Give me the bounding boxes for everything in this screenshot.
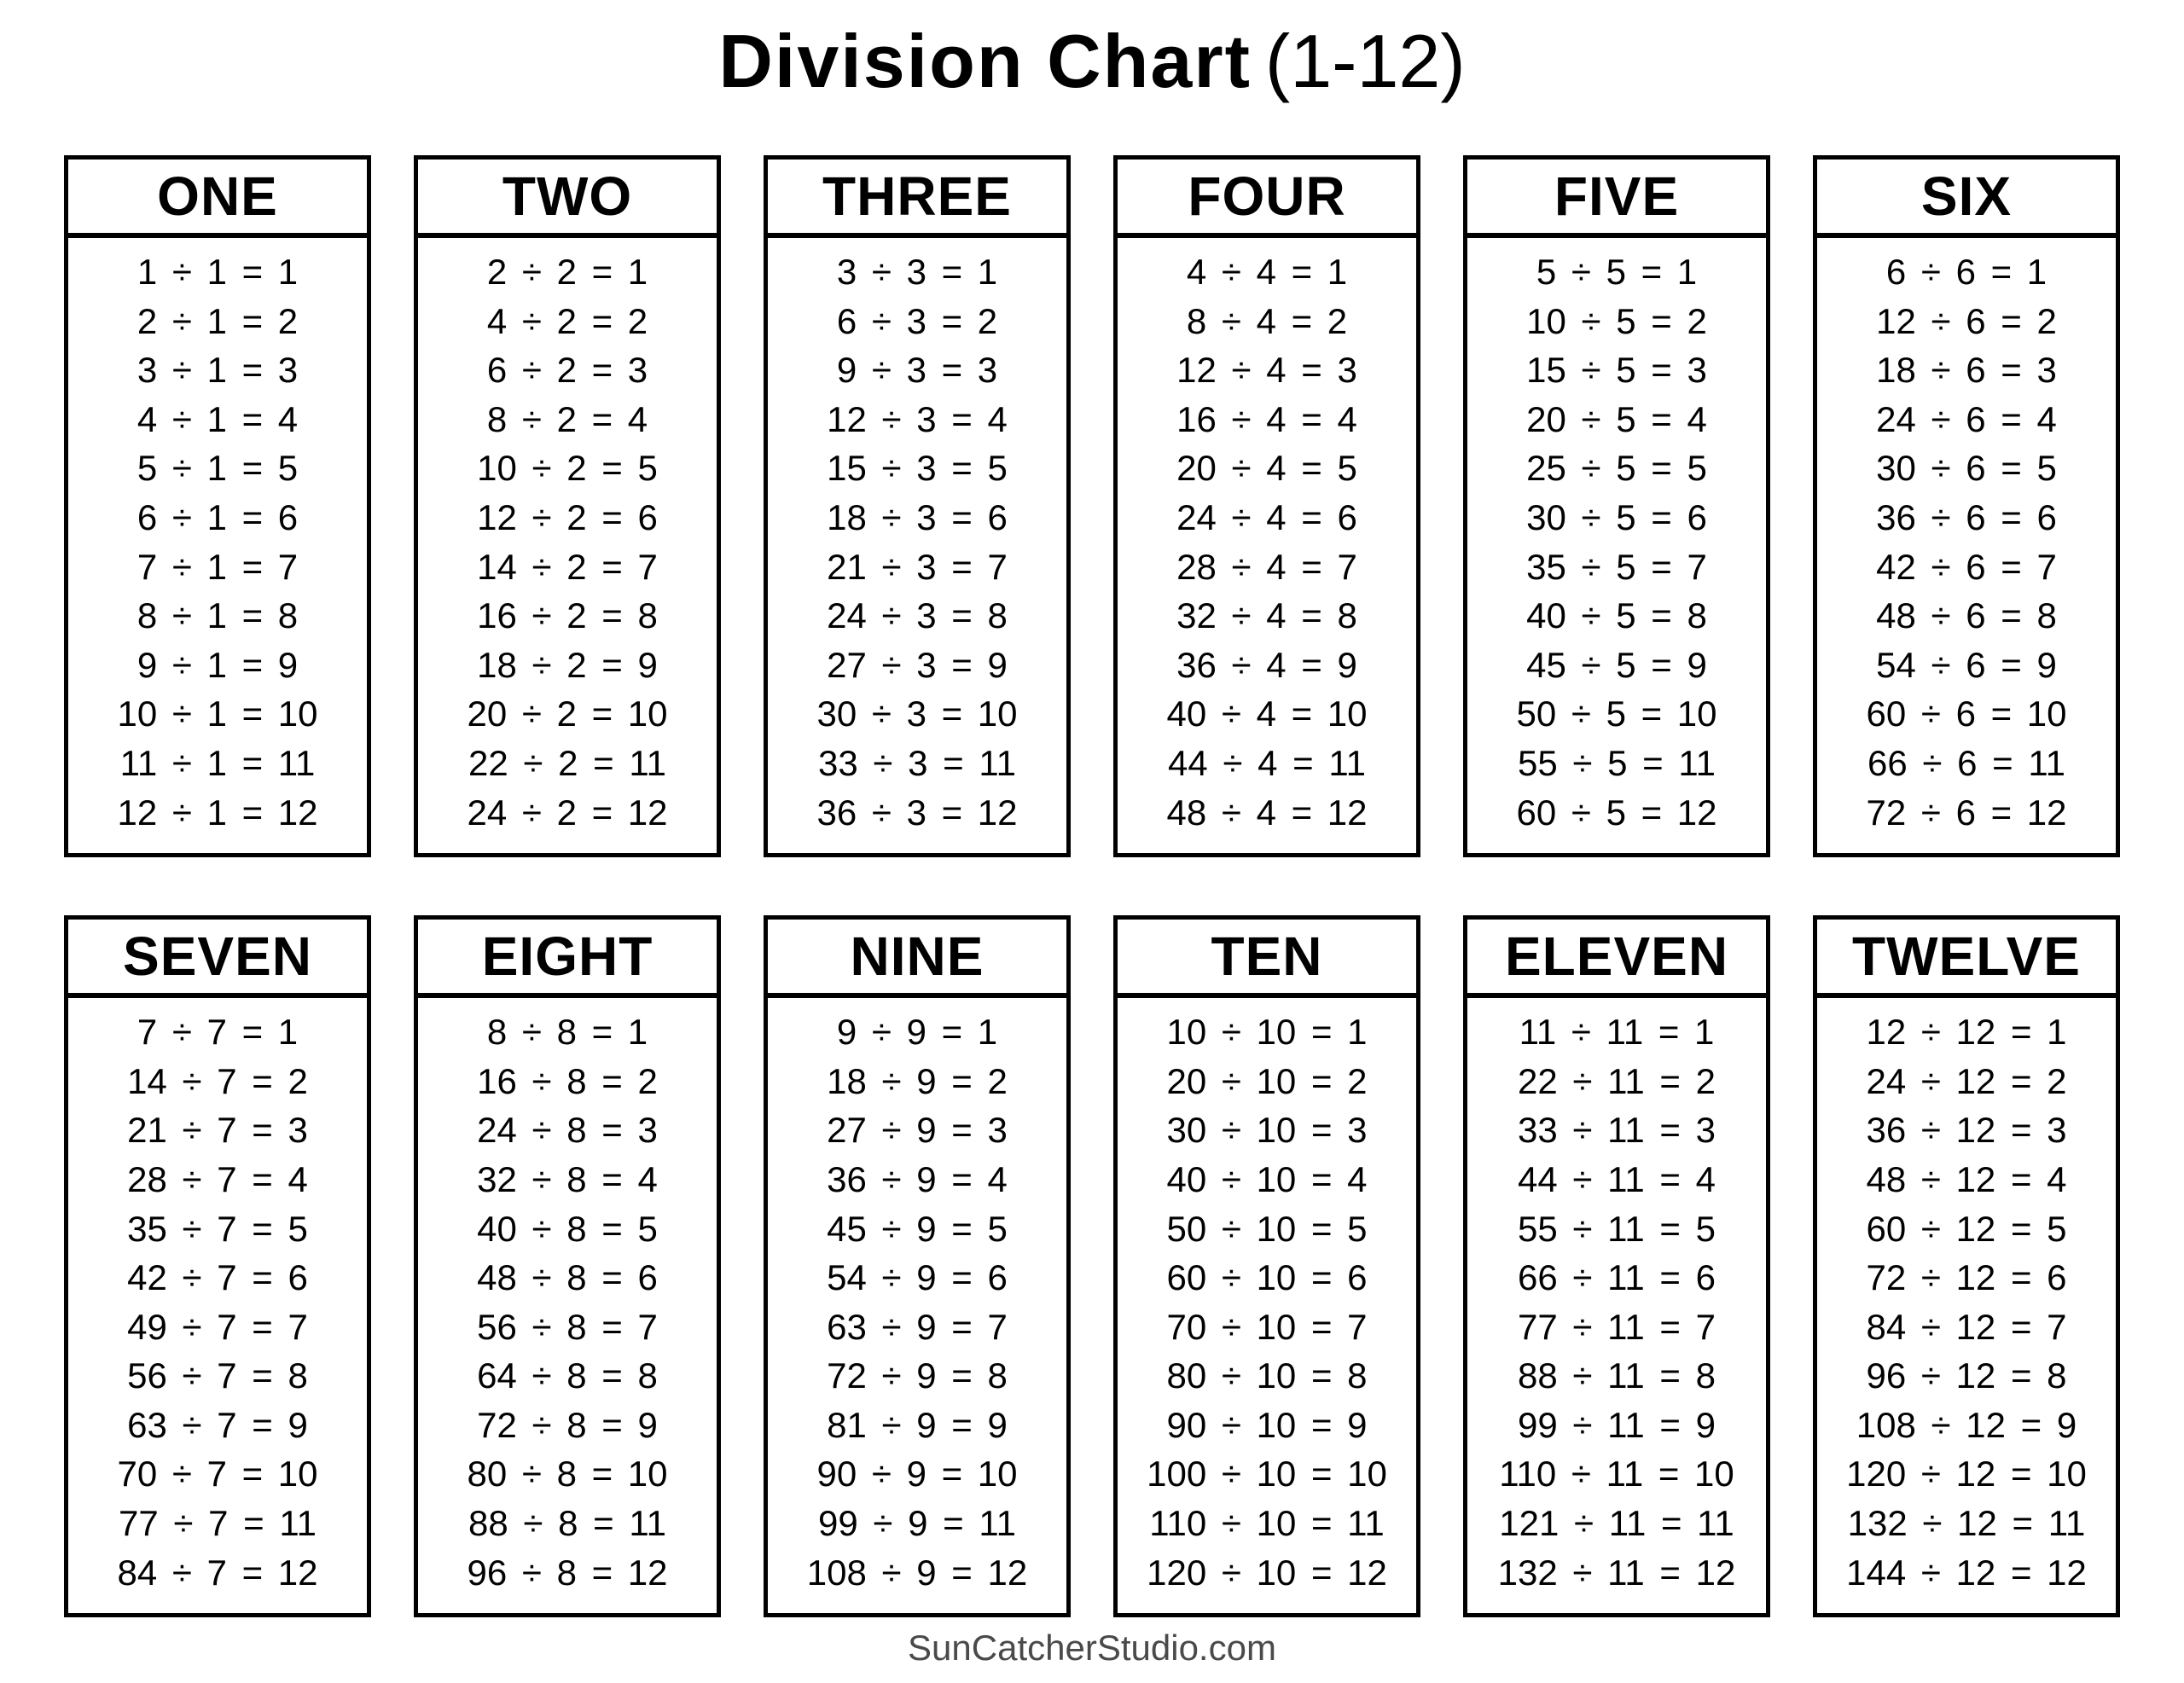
table-header: ELEVEN: [1467, 920, 1766, 998]
equation-row: 84 ÷ 12 = 7: [1866, 1306, 2067, 1347]
equation-row: 77 ÷ 11 = 7: [1518, 1306, 1716, 1347]
equation-row: 120 ÷ 12 = 10: [1846, 1454, 2087, 1494]
equation-row: 6 ÷ 1 = 6: [136, 496, 299, 537]
table-body: [418, 238, 717, 853]
equation-row: 28 ÷ 7 = 4: [127, 1158, 308, 1199]
equation-row: 6 ÷ 6 = 1: [1885, 252, 2048, 292]
equation-row: 12 ÷ 4 = 3: [1176, 350, 1357, 391]
division-table-ten: [1113, 915, 1420, 1617]
equation-row: 8 ÷ 1 = 8: [136, 595, 299, 636]
equation-row: 18 ÷ 2 = 9: [477, 644, 658, 685]
equation-row: 50 ÷ 10 = 5: [1166, 1208, 1368, 1249]
table-body: [1467, 238, 1766, 853]
equation-row: 12 ÷ 2 = 6: [477, 496, 658, 537]
table-body: [418, 998, 717, 1613]
equation-row: 40 ÷ 5 = 8: [1526, 595, 1707, 636]
equation-row: 14 ÷ 2 = 7: [477, 546, 658, 587]
equation-row: 27 ÷ 9 = 3: [827, 1110, 1008, 1151]
table-header: ONE: [68, 160, 367, 238]
equation-row: 4 ÷ 1 = 4: [136, 398, 299, 439]
equation-row: 54 ÷ 9 = 6: [827, 1257, 1008, 1298]
division-table-three: [764, 155, 1071, 857]
equation-row: 32 ÷ 8 = 4: [477, 1158, 658, 1199]
equation-row: 99 ÷ 9 = 11: [818, 1503, 1016, 1544]
table-body: [1467, 998, 1766, 1613]
equation-row: 1 ÷ 1 = 1: [136, 252, 299, 292]
equation-row: 18 ÷ 9 = 2: [827, 1060, 1008, 1101]
table-body: [68, 998, 367, 1613]
equation-row: 18 ÷ 6 = 3: [1876, 350, 2057, 391]
equation-row: 30 ÷ 5 = 6: [1526, 496, 1707, 537]
equation-row: 60 ÷ 10 = 6: [1166, 1257, 1368, 1298]
equation-row: 70 ÷ 7 = 10: [117, 1454, 318, 1494]
footer: [0, 1628, 2184, 1668]
equation-row: 40 ÷ 10 = 4: [1166, 1158, 1368, 1199]
equation-row: 32 ÷ 4 = 8: [1176, 595, 1357, 636]
table-body: [1118, 998, 1416, 1613]
equation-row: 24 ÷ 8 = 3: [477, 1110, 658, 1151]
equation-row: 24 ÷ 3 = 8: [827, 595, 1008, 636]
equation-row: 44 ÷ 4 = 11: [1168, 742, 1366, 783]
equation-row: 6 ÷ 2 = 3: [486, 350, 648, 391]
division-table-four: [1113, 155, 1420, 857]
table-body: [768, 998, 1066, 1613]
equation-row: 36 ÷ 4 = 9: [1176, 644, 1357, 685]
equation-row: 4 ÷ 4 = 1: [1186, 252, 1348, 292]
equation-row: 40 ÷ 8 = 5: [477, 1208, 658, 1249]
equation-row: 27 ÷ 3 = 9: [827, 644, 1008, 685]
equation-row: 36 ÷ 6 = 6: [1876, 496, 2057, 537]
equation-row: 9 ÷ 3 = 3: [836, 350, 998, 391]
equation-row: 90 ÷ 10 = 9: [1166, 1404, 1368, 1445]
equation-row: 10 ÷ 5 = 2: [1526, 300, 1707, 341]
equation-row: 72 ÷ 8 = 9: [477, 1404, 658, 1445]
equation-row: 12 ÷ 6 = 2: [1876, 300, 2057, 341]
equation-row: 15 ÷ 5 = 3: [1526, 350, 1707, 391]
equation-row: 7 ÷ 1 = 7: [136, 546, 299, 587]
equation-row: 8 ÷ 4 = 2: [1186, 300, 1348, 341]
division-table-six: [1813, 155, 2120, 857]
equation-row: 8 ÷ 2 = 4: [486, 398, 648, 439]
equation-row: 22 ÷ 2 = 11: [468, 742, 666, 783]
equation-row: 81 ÷ 9 = 9: [827, 1404, 1008, 1445]
equation-row: 108 ÷ 9 = 12: [806, 1552, 1028, 1593]
equation-row: 80 ÷ 8 = 10: [467, 1454, 668, 1494]
table-body: [1817, 998, 2116, 1613]
equation-row: 24 ÷ 2 = 12: [467, 792, 668, 833]
table-header: TWO: [418, 160, 717, 238]
equation-row: 24 ÷ 4 = 6: [1176, 496, 1357, 537]
equation-row: 12 ÷ 3 = 4: [827, 398, 1008, 439]
equation-row: 22 ÷ 11 = 2: [1518, 1060, 1716, 1101]
equation-row: 44 ÷ 11 = 4: [1518, 1158, 1716, 1199]
equation-row: 120 ÷ 10 = 12: [1147, 1552, 1387, 1593]
equation-row: 6 ÷ 3 = 2: [836, 300, 998, 341]
equation-row: 54 ÷ 6 = 9: [1876, 644, 2057, 685]
table-body: [68, 238, 367, 853]
equation-row: 64 ÷ 8 = 8: [477, 1355, 658, 1396]
title-main-text: Division Chart: [718, 19, 1252, 103]
equation-row: 3 ÷ 3 = 1: [836, 252, 998, 292]
equation-row: 10 ÷ 1 = 10: [117, 694, 318, 734]
equation-row: 11 ÷ 11 = 1: [1519, 1012, 1715, 1053]
division-table-eleven: [1463, 915, 1770, 1617]
equation-row: 18 ÷ 3 = 6: [827, 496, 1008, 537]
equation-row: 20 ÷ 4 = 5: [1176, 448, 1357, 489]
equation-row: 132 ÷ 11 = 12: [1497, 1552, 1736, 1593]
equation-row: 3 ÷ 1 = 3: [136, 350, 299, 391]
equation-row: 72 ÷ 6 = 12: [1866, 792, 2067, 833]
equation-row: 121 ÷ 11 = 11: [1499, 1503, 1734, 1544]
division-table-twelve: [1813, 915, 2120, 1617]
equation-row: 16 ÷ 4 = 4: [1176, 398, 1357, 439]
equation-row: 99 ÷ 11 = 9: [1518, 1404, 1716, 1445]
equation-row: 16 ÷ 8 = 2: [477, 1060, 658, 1101]
equation-row: 108 ÷ 12 = 9: [1856, 1404, 2077, 1445]
equation-row: 110 ÷ 11 = 10: [1499, 1454, 1734, 1494]
equation-row: 10 ÷ 2 = 5: [477, 448, 658, 489]
equation-row: 88 ÷ 11 = 8: [1518, 1355, 1716, 1396]
equation-row: 42 ÷ 7 = 6: [127, 1257, 308, 1298]
equation-row: 60 ÷ 6 = 10: [1866, 694, 2067, 734]
equation-row: 24 ÷ 6 = 4: [1876, 398, 2057, 439]
table-header: EIGHT: [418, 920, 717, 998]
equation-row: 96 ÷ 8 = 12: [467, 1552, 668, 1593]
equation-row: 16 ÷ 2 = 8: [477, 595, 658, 636]
equation-row: 60 ÷ 12 = 5: [1866, 1208, 2067, 1249]
equation-row: 90 ÷ 9 = 10: [816, 1454, 1018, 1494]
equation-row: 96 ÷ 12 = 8: [1866, 1355, 2067, 1396]
table-body: [1118, 238, 1416, 853]
equation-row: 70 ÷ 10 = 7: [1166, 1306, 1368, 1347]
equation-row: 100 ÷ 10 = 10: [1147, 1454, 1387, 1494]
equation-row: 15 ÷ 3 = 5: [827, 448, 1008, 489]
footer-watermark-text: SunCatcherStudio.com: [908, 1628, 1276, 1668]
equation-row: 30 ÷ 10 = 3: [1166, 1110, 1368, 1151]
equation-row: 30 ÷ 3 = 10: [816, 694, 1018, 734]
equation-row: 42 ÷ 6 = 7: [1876, 546, 2057, 587]
equation-row: 21 ÷ 7 = 3: [127, 1110, 308, 1151]
equation-row: 11 ÷ 1 = 11: [119, 742, 316, 783]
table-header: THREE: [768, 160, 1066, 238]
equation-row: 2 ÷ 1 = 2: [136, 300, 299, 341]
equation-row: 72 ÷ 9 = 8: [827, 1355, 1008, 1396]
equation-row: 30 ÷ 6 = 5: [1876, 448, 2057, 489]
table-header: SEVEN: [68, 920, 367, 998]
tables-grid: [64, 155, 2120, 1617]
table-header: TEN: [1118, 920, 1416, 998]
equation-row: 144 ÷ 12 = 12: [1846, 1552, 2087, 1593]
equation-row: 20 ÷ 5 = 4: [1526, 398, 1707, 439]
equation-row: 77 ÷ 7 = 11: [119, 1503, 317, 1544]
equation-row: 56 ÷ 8 = 7: [477, 1306, 658, 1347]
equation-row: 63 ÷ 9 = 7: [827, 1306, 1008, 1347]
division-table-eight: [414, 915, 721, 1617]
equation-row: 48 ÷ 12 = 4: [1866, 1158, 2067, 1199]
equation-row: 21 ÷ 3 = 7: [827, 546, 1008, 587]
equation-row: 88 ÷ 8 = 11: [468, 1503, 666, 1544]
equation-row: 5 ÷ 5 = 1: [1536, 252, 1698, 292]
equation-row: 10 ÷ 10 = 1: [1166, 1012, 1368, 1053]
equation-row: 12 ÷ 12 = 1: [1866, 1012, 2067, 1053]
equation-row: 20 ÷ 10 = 2: [1166, 1060, 1368, 1101]
equation-row: 33 ÷ 3 = 11: [818, 742, 1016, 783]
equation-row: 36 ÷ 3 = 12: [816, 792, 1018, 833]
equation-row: 40 ÷ 4 = 10: [1166, 694, 1368, 734]
equation-row: 35 ÷ 7 = 5: [127, 1208, 308, 1249]
division-table-two: [414, 155, 721, 857]
division-table-seven: [64, 915, 371, 1617]
equation-row: 9 ÷ 1 = 9: [136, 644, 299, 685]
equation-row: 45 ÷ 9 = 5: [827, 1208, 1008, 1249]
equation-row: 24 ÷ 12 = 2: [1866, 1060, 2067, 1101]
equation-row: 36 ÷ 9 = 4: [827, 1158, 1008, 1199]
equation-row: 63 ÷ 7 = 9: [127, 1404, 308, 1445]
division-table-nine: [764, 915, 1071, 1617]
title-suffix-text: (1-12): [1264, 19, 1466, 103]
equation-row: 25 ÷ 5 = 5: [1526, 448, 1707, 489]
equation-row: 60 ÷ 5 = 12: [1516, 792, 1717, 833]
page-title: [0, 0, 2184, 155]
equation-row: 7 ÷ 7 = 1: [136, 1012, 299, 1053]
equation-row: 9 ÷ 9 = 1: [836, 1012, 998, 1053]
table-header: TWELVE: [1817, 920, 2116, 998]
equation-row: 14 ÷ 7 = 2: [127, 1060, 308, 1101]
equation-row: 55 ÷ 5 = 11: [1518, 742, 1716, 783]
equation-row: 28 ÷ 4 = 7: [1176, 546, 1357, 587]
equation-row: 48 ÷ 4 = 12: [1166, 792, 1368, 833]
equation-row: 48 ÷ 6 = 8: [1876, 595, 2057, 636]
equation-row: 56 ÷ 7 = 8: [127, 1355, 308, 1396]
equation-row: 33 ÷ 11 = 3: [1518, 1110, 1716, 1151]
table-body: [1817, 238, 2116, 853]
equation-row: 35 ÷ 5 = 7: [1526, 546, 1707, 587]
table-header: FIVE: [1467, 160, 1766, 238]
table-body: [768, 238, 1066, 853]
equation-row: 5 ÷ 1 = 5: [136, 448, 299, 489]
equation-row: 50 ÷ 5 = 10: [1516, 694, 1717, 734]
equation-row: 55 ÷ 11 = 5: [1518, 1208, 1716, 1249]
equation-row: 84 ÷ 7 = 12: [117, 1552, 318, 1593]
equation-row: 49 ÷ 7 = 7: [127, 1306, 308, 1347]
equation-row: 110 ÷ 10 = 11: [1149, 1503, 1385, 1544]
equation-row: 36 ÷ 12 = 3: [1866, 1110, 2067, 1151]
equation-row: 66 ÷ 6 = 11: [1867, 742, 2065, 783]
equation-row: 2 ÷ 2 = 1: [486, 252, 648, 292]
table-header: NINE: [768, 920, 1066, 998]
table-header: SIX: [1817, 160, 2116, 238]
table-header: FOUR: [1118, 160, 1416, 238]
equation-row: 66 ÷ 11 = 6: [1518, 1257, 1716, 1298]
equation-row: 48 ÷ 8 = 6: [477, 1257, 658, 1298]
equation-row: 72 ÷ 12 = 6: [1866, 1257, 2067, 1298]
equation-row: 45 ÷ 5 = 9: [1526, 644, 1707, 685]
equation-row: 132 ÷ 12 = 11: [1847, 1503, 2086, 1544]
equation-row: 4 ÷ 2 = 2: [486, 300, 648, 341]
equation-row: 12 ÷ 1 = 12: [117, 792, 318, 833]
division-table-one: [64, 155, 371, 857]
equation-row: 8 ÷ 8 = 1: [486, 1012, 648, 1053]
equation-row: 20 ÷ 2 = 10: [467, 694, 668, 734]
division-table-five: [1463, 155, 1770, 857]
equation-row: 80 ÷ 10 = 8: [1166, 1355, 1368, 1396]
